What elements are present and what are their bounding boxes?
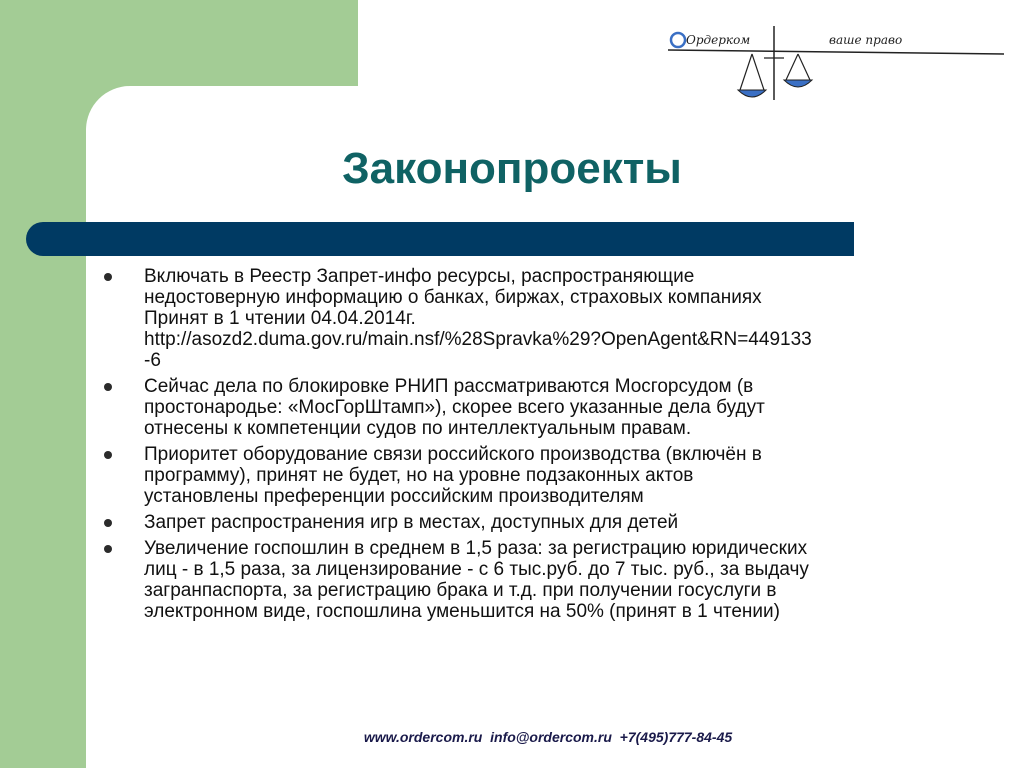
page-title: Законопроекты [342, 144, 682, 193]
right-pan [784, 80, 812, 87]
bullet-text: программу), принят не будет, но на уровне подзаконных актов [144, 465, 694, 486]
bullet-icon [104, 519, 112, 527]
title-divider-bar [26, 222, 854, 256]
logo-o-circle [671, 33, 685, 47]
scales-logo-icon [664, 18, 1014, 118]
list-item [100, 444, 960, 507]
bullet-text: электронном виде, госпошлина уменьшится на 50% (принят в 1 чтении) [144, 601, 780, 622]
bullet-icon [104, 383, 112, 391]
footer-contacts[interactable]: www.ordercom.ru info@ordercom.ru +7(495)777-84-45 [363, 729, 733, 745]
bullet-text: загранпаспорта, за регистрацию брака и т.д. при получении госуслуги в [144, 580, 777, 601]
bullet-icon [104, 451, 112, 459]
list-item [100, 512, 960, 533]
list-item [100, 538, 960, 622]
scales-beam [668, 50, 1004, 54]
logo-tagline: ваше право [829, 33, 903, 47]
bullet-text: отнесены к компетенции судов по интеллектуальным правам. [144, 418, 692, 439]
left-pan-chains [740, 54, 764, 90]
bullet-icon [104, 545, 112, 553]
bullet-link-continuation[interactable]: -6 [144, 350, 161, 371]
bullet-text: простонародье: «МосГорШтамп»), скорее всего указанные дела будут [144, 397, 765, 418]
list-item [100, 376, 960, 439]
bullet-list [100, 266, 960, 627]
ordercom-logo [664, 18, 1014, 118]
bullet-text: Приоритет оборудование связи российского производства (включён в [144, 444, 762, 465]
right-pan-chains [786, 54, 810, 80]
bullet-text: Включать в Реестр Запрет-инфо ресурсы, распространяющие [144, 266, 695, 287]
left-pan [738, 90, 766, 97]
bullet-text: Сейчас дела по блокировке РНИП рассматриваются Мосгорсудом (в [144, 376, 754, 397]
bullet-icon [104, 273, 112, 281]
bullet-text: Принят в 1 чтении 04.04.2014г. [144, 308, 416, 329]
bullet-text: Запрет распространения игр в местах, доступных для детей [144, 512, 679, 533]
list-item [100, 266, 960, 371]
bullet-text: Увеличение госпошлин в среднем в 1,5 раза: за регистрацию юридических [144, 538, 808, 559]
bullet-text: недостоверную информацию о банках, биржах, страховых компаниях [144, 287, 762, 308]
bullet-text: установлены преференции российским производителям [144, 486, 644, 507]
bullet-text: лиц - в 1,5 раза, за лицензирование - с 6 тыс.руб. до 7 тыс. руб., за выдачу [144, 559, 809, 580]
bullet-link[interactable]: http://asozd2.duma.gov.ru/main.nsf/%28Spravka%29?OpenAgent&RN=449133 [144, 329, 812, 350]
logo-brand-text: Ордерком [686, 33, 751, 47]
